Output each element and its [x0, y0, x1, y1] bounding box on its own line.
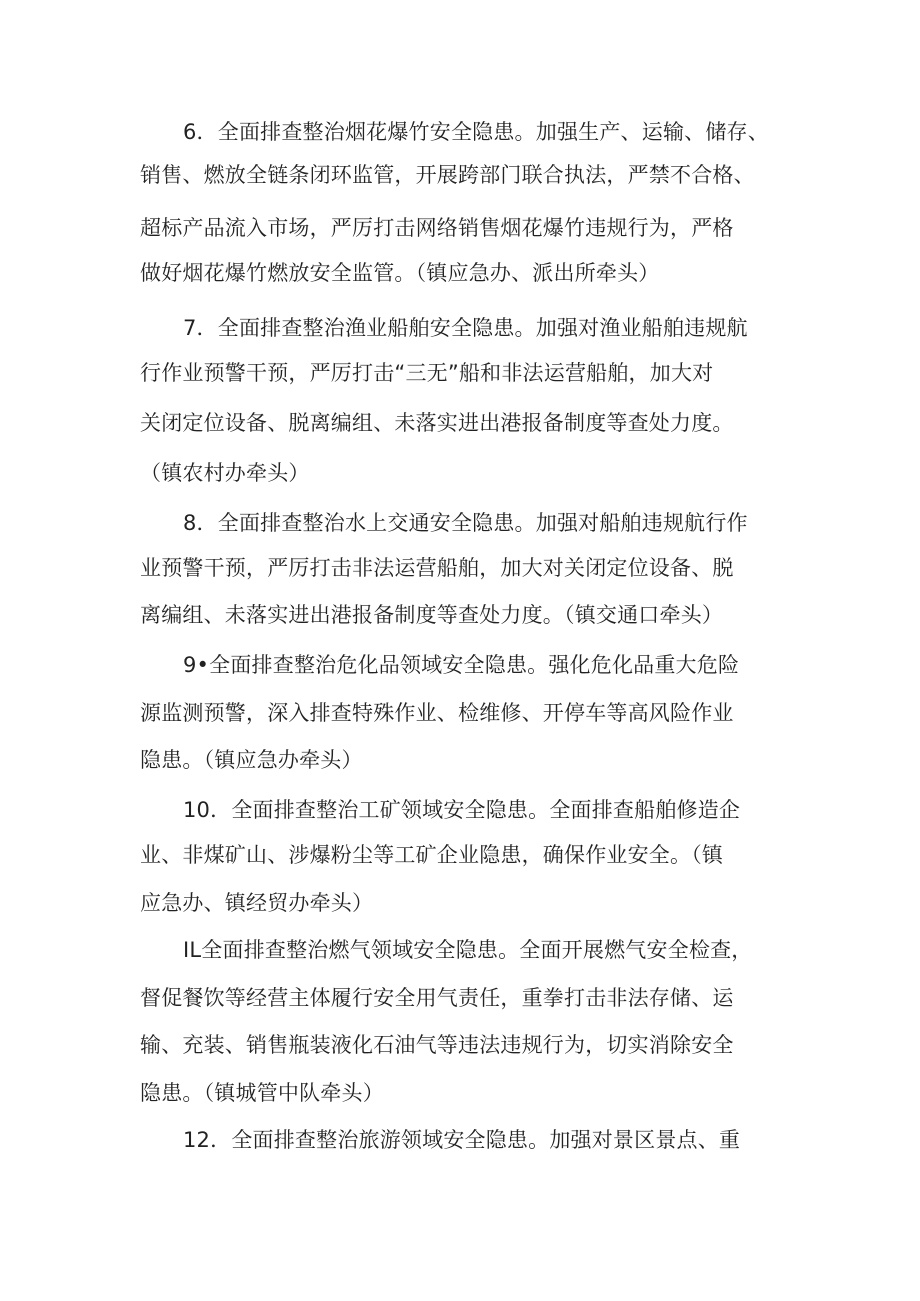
paragraph-6-line-2: 销售、燃放全链条闭环监管，开展跨部门联合执法，严禁不合格、	[140, 163, 755, 187]
paragraph-10-line-2: 业、非煤矿山、涉爆粉尘等工矿企业隐患，确保作业安全。（镇	[140, 843, 724, 867]
paragraph-6-line-3: 超标产品流入市场，严厉打击网络销售烟花爆竹违规行为，严格	[140, 216, 734, 240]
paragraph-10-line-3: 应急办、镇经贸办牵头）	[140, 891, 374, 915]
paragraph-11-line-2: 督促餐饮等经营主体履行安全用气责任，重拳打击非法存储、运	[140, 986, 734, 1010]
paragraph-7-line-4: （镇农村办牵头）	[140, 461, 310, 485]
paragraph-8-line-3: 离编组、未落实进出港报备制度等查处力度。（镇交通口牵头）	[140, 603, 724, 627]
paragraph-8-line-2: 业预警干预，严厉打击非法运营船舶，加大对关闭定位设备、脱	[140, 556, 734, 580]
paragraph-7-line-3: 关闭定位设备、脱离编组、未落实进出港报备制度等查处力度。	[140, 411, 734, 435]
paragraph-9-line-3: 隐患。（镇应急办牵头）	[140, 748, 363, 772]
paragraph-8-line-1: 8．全面排查整治水上交通安全隐患。加强对船舶违规航行作	[183, 511, 748, 535]
paragraph-11-line-4: 隐患。（镇城管中队牵头）	[140, 1081, 384, 1105]
paragraph-11-line-3: 输、充装、销售瓶装液化石油气等违法违规行为，切实消除安全	[140, 1033, 734, 1057]
paragraph-7-line-1: 7．全面排查整治渔业船舶安全隐患。加强对渔业船舶违规航	[183, 316, 748, 340]
paragraph-7-line-2: 行作业预警干预，严厉打击“三无”船和非法运营船舶，加大对	[140, 361, 714, 385]
paragraph-9-line-1: 9•全面排查整治危化品领域安全隐患。强化危化品重大危险	[183, 653, 740, 677]
paragraph-10-line-1: 10．全面排查整治工矿领域安全隐患。全面排查船舶修造企	[183, 798, 741, 822]
paragraph-9-line-2: 源监测预警，深入排查特殊作业、检维修、开停车等高风险作业	[140, 701, 734, 725]
paragraph-12-line-1: 12．全面排查整治旅游领域安全隐患。加强对景区景点、重	[183, 1128, 741, 1152]
paragraph-11-line-1: IL全面排查整治燃气领域安全隐患。全面开展燃气安全检查，	[183, 938, 753, 962]
paragraph-6-line-4: 做好烟花爆竹燃放安全监管。（镇应急办、派出所牵头）	[140, 261, 660, 285]
paragraph-6-line-1: 6．全面排查整治烟花爆竹安全隐患。加强生产、运输、储存、	[183, 120, 769, 144]
